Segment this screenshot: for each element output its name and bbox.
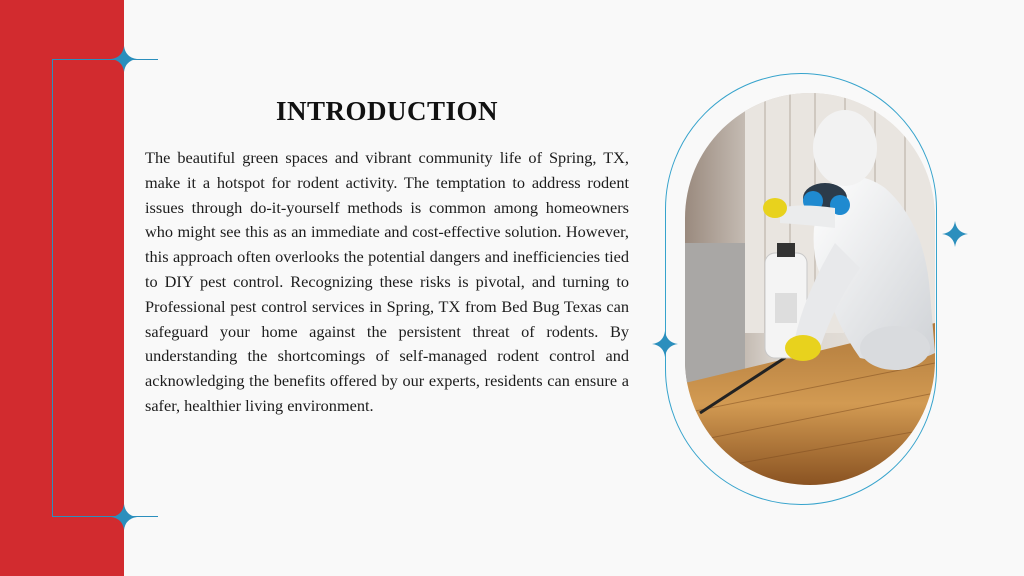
sparkle-icon bbox=[111, 504, 137, 530]
pest-control-technician-photo bbox=[685, 93, 935, 485]
sparkle-icon bbox=[111, 46, 137, 72]
left-bracket-line bbox=[52, 59, 124, 517]
sparkle-icon bbox=[942, 221, 968, 247]
intro-paragraph: The beautiful green spaces and vibrant community life of Spring, TX, make it a hotspot for rodent activity. The temptation to address rodent issues through do-it-yourself methods is common among homeowners who might see this as an immediate and cost-effective solution. However, this approach often overlooks the potential dangers and inefficiencies tied to DIY pest control. Recognizing these risks is pivotal, and turning to Professional pest control services in Spring, TX from Bed Bug Texas can safeguard your home against the persistent threat of rodents. By understanding the shortcomings of self-managed rodent control and acknowledging the benefits offered by our experts, residents can ensure a safer, healthier living environment. bbox=[145, 148, 629, 415]
slide-title: INTRODUCTION bbox=[275, 96, 499, 126]
sparkle-icon bbox=[652, 331, 678, 357]
